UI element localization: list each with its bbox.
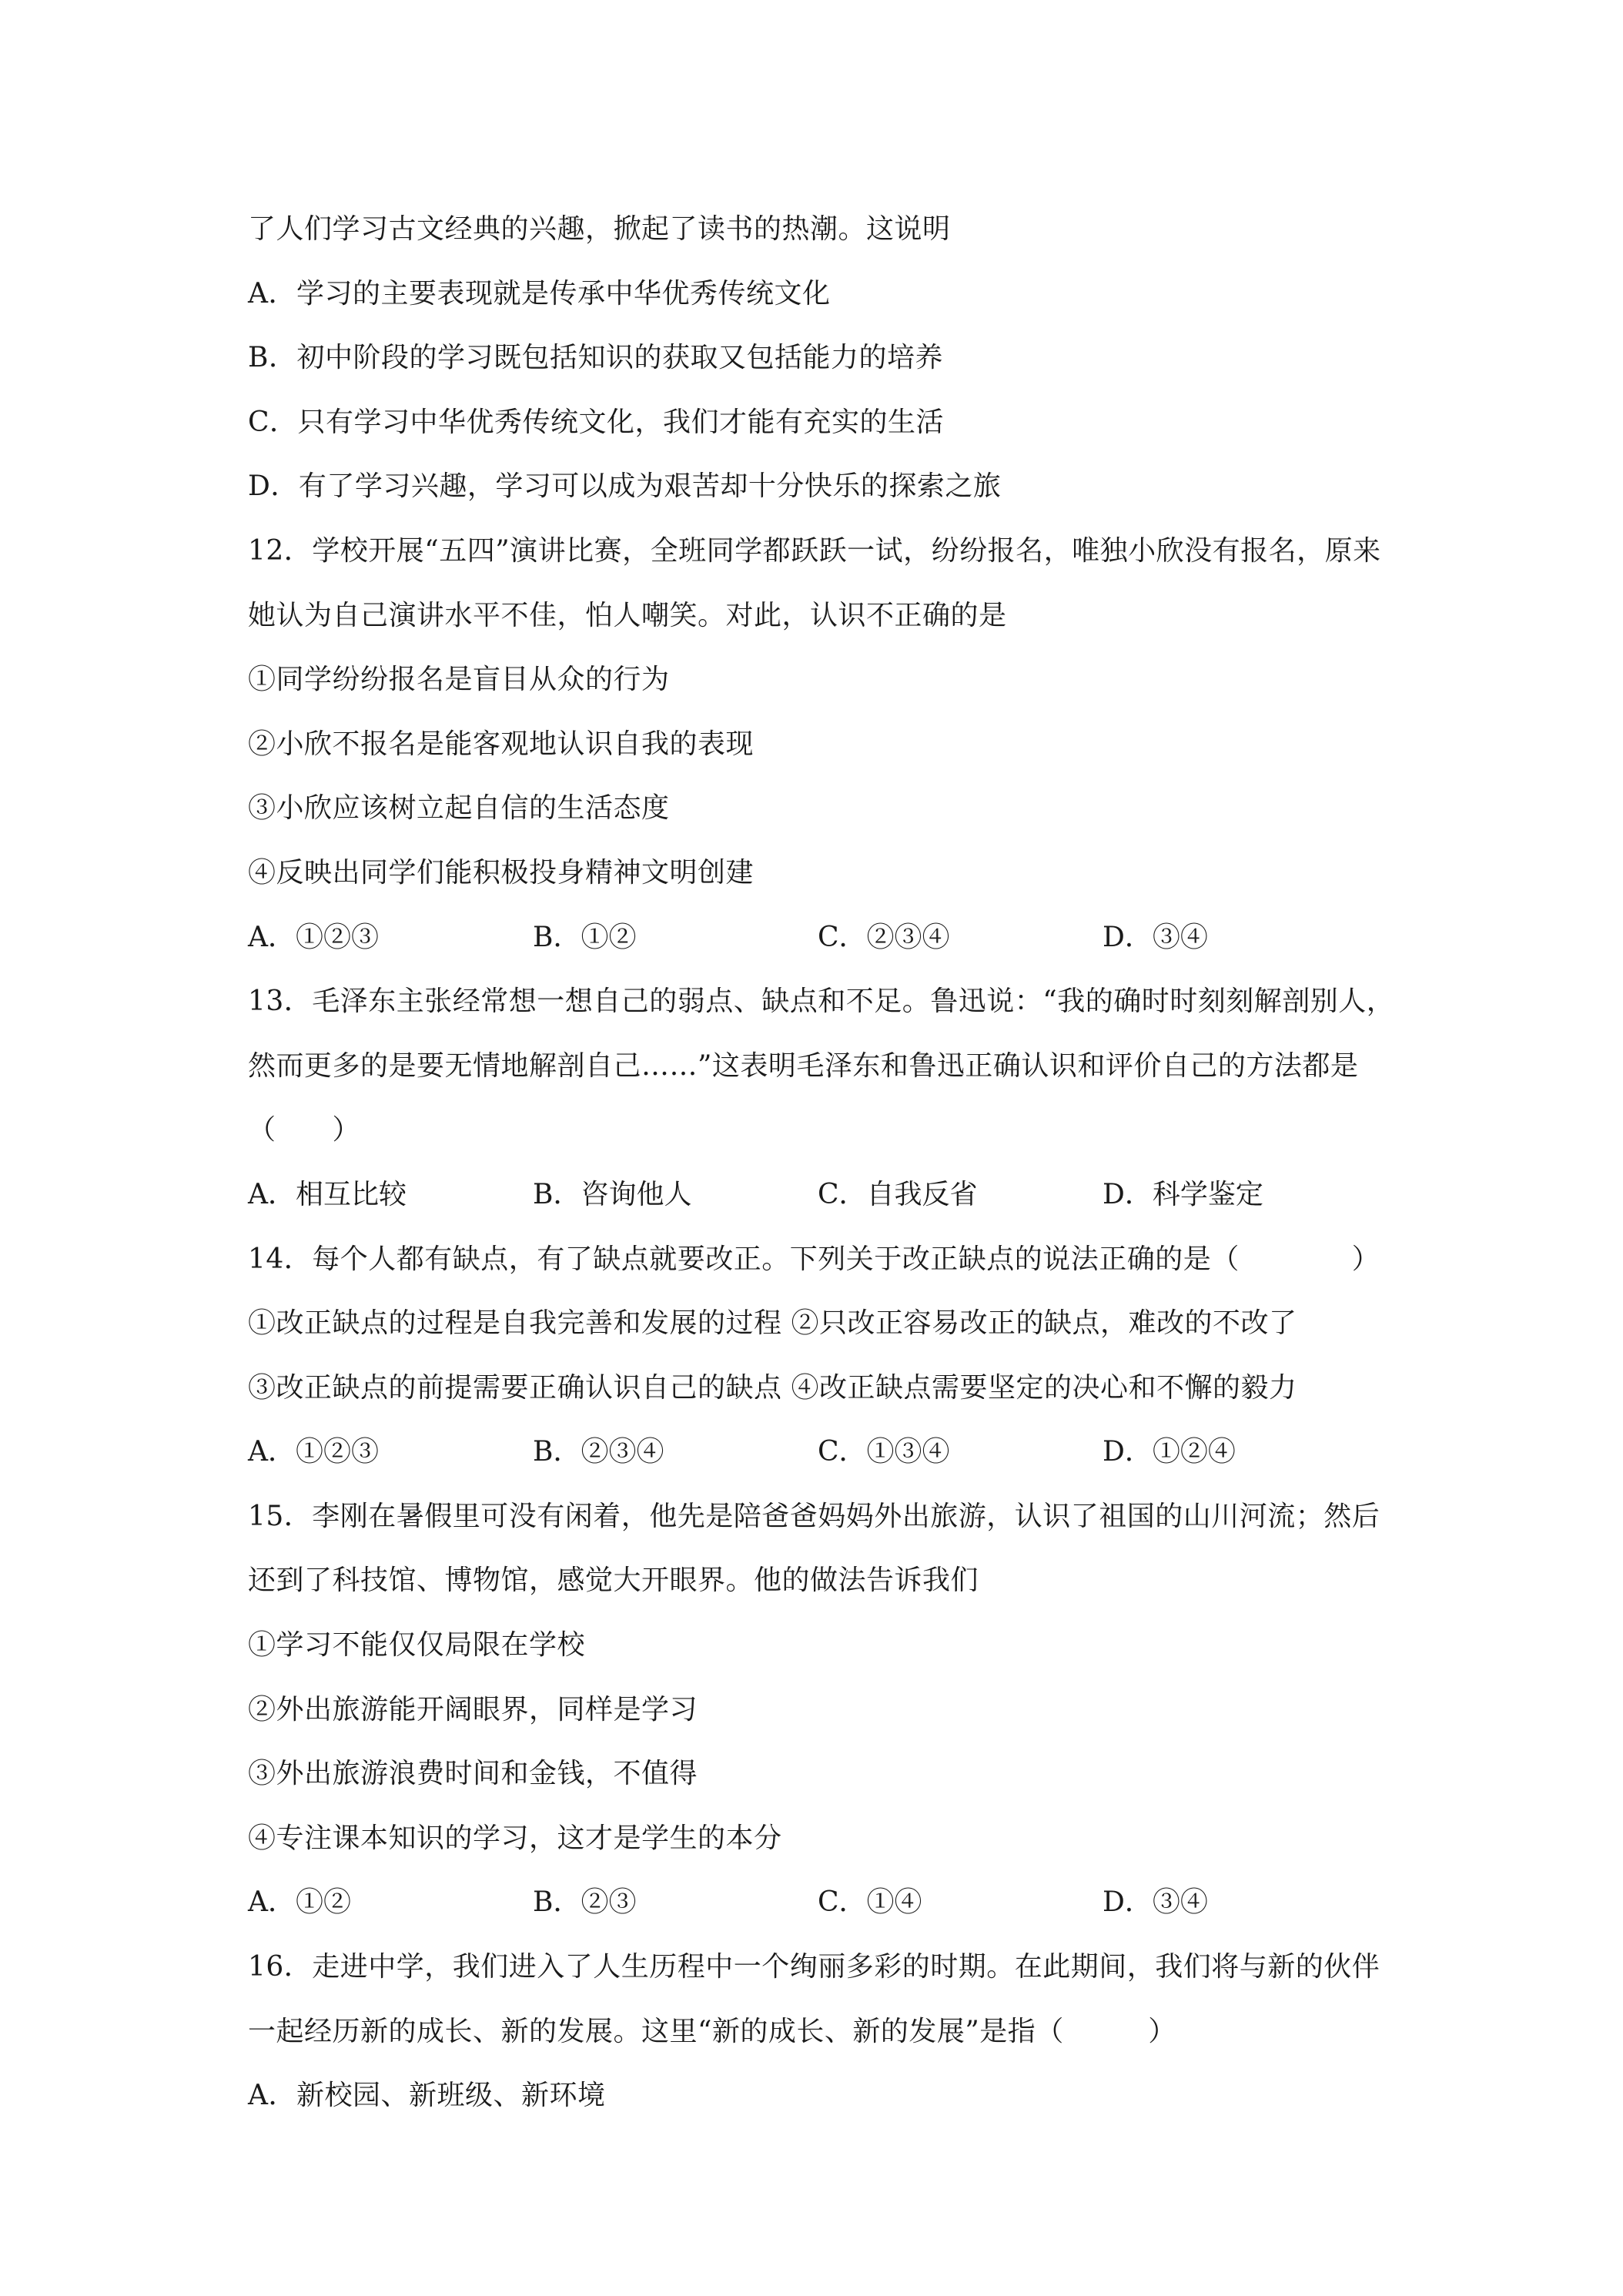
q15-options [248, 1879, 1403, 1944]
q14-option-a: A．①②③ [248, 1436, 379, 1468]
q12-option-b: B．①② [533, 921, 637, 953]
q12-stem-line-2: 她认为自己演讲水平不佳，怕人嘲笑。对此，认识不正确的是 [248, 599, 1007, 631]
q16-stem-line-1: 16．走进中学，我们进入了人生历程中一个绚丽多彩的时期。在此期间，我们将与新的伙伴 [248, 1951, 1380, 1983]
q12-option-a: A．①②③ [248, 921, 379, 953]
q11-option-c: C．只有学习中华优秀传统文化，我们才能有充实的生活 [248, 406, 945, 438]
q15-stem-line-1: 15．李刚在暑假里可没有闲着，他先是陪爸爸妈妈外出旅游，认识了祖国的山川河流；然后 [248, 1500, 1380, 1532]
q12-options [248, 915, 1403, 979]
q12-statement-1: ①同学纷纷报名是盲目从众的行为 [248, 664, 670, 696]
q13-stem-line-1: 13．毛泽东主张经常想一想自己的弱点、缺点和不足。鲁迅说：“我的确时时刻刻解剖别人， [248, 986, 1395, 1018]
q14-statements-3-4: ③改正缺点的前提需要正确认识自己的缺点 ④改正缺点需要坚定的决心和不懈的毅力 [248, 1371, 1297, 1404]
q15-stem-line-2: 还到了科技馆、博物馆，感觉大开眼界。他的做法告诉我们 [248, 1565, 979, 1597]
q13-options [248, 1172, 1403, 1237]
q14-option-b: B．②③④ [533, 1436, 664, 1468]
q13-stem-line-2: 然而更多的是要无情地解剖自己……”这表明毛泽东和鲁迅正确认识和评价自己的方法都是 [248, 1049, 1359, 1082]
q15-statement-4: ④专注课本知识的学习，这才是学生的本分 [248, 1822, 782, 1854]
q11-stem-continuation: 了人们学习古文经典的兴趣，掀起了读书的热潮。这说明 [248, 213, 951, 245]
q15-statement-3: ③外出旅游浪费时间和金钱，不值得 [248, 1758, 698, 1790]
q11-option-a: A．学习的主要表现就是传承中华优秀传统文化 [248, 277, 831, 310]
q15-option-a: A．①② [248, 1886, 351, 1919]
q12-statement-4: ④反映出同学们能积极投身精神文明创建 [248, 856, 755, 889]
q11-option-b: B．初中阶段的学习既包括知识的获取又包括能力的培养 [248, 342, 943, 374]
q13-option-b: B．咨询他人 [533, 1178, 692, 1210]
q15-statement-2: ②外出旅游能开阔眼界，同样是学习 [248, 1693, 698, 1725]
q12-option-c: C．②③④ [818, 921, 950, 953]
q11-option-d: D．有了学习兴趣，学习可以成为艰苦却十分快乐的探索之旅 [248, 470, 1002, 503]
q12-stem-line-1: 12．学校开展“五四”演讲比赛，全班同学都跃跃一试，纷纷报名，唯独小欣没有报名，原来 [248, 534, 1381, 567]
q14-statements-1-2: ①改正缺点的过程是自我完善和发展的过程 ②只改正容易改正的缺点，难改的不改了 [248, 1307, 1297, 1340]
q13-stem-line-3: （ ） [248, 1114, 361, 1146]
exam-page [248, 206, 1403, 2137]
q13-option-d: D．科学鉴定 [1103, 1178, 1263, 1210]
q13-option-a: A．相互比较 [248, 1178, 407, 1210]
q14-option-d: D．①②④ [1103, 1436, 1236, 1468]
q13-option-c: C．自我反省 [818, 1178, 978, 1210]
q15-option-d: D．③④ [1103, 1886, 1208, 1919]
q15-option-c: C．①④ [818, 1886, 922, 1919]
q15-statement-1: ①学习不能仅仅局限在学校 [248, 1629, 586, 1662]
q15-option-b: B．②③ [533, 1886, 637, 1919]
q12-statement-3: ③小欣应该树立起自信的生活态度 [248, 792, 670, 825]
q14-option-c: C．①③④ [818, 1436, 950, 1468]
q14-stem: 14．每个人都有缺点，有了缺点就要改正。下列关于改正缺点的说法正确的是（ ） [248, 1243, 1380, 1275]
q12-statement-2: ②小欣不报名是能客观地认识自我的表现 [248, 728, 755, 760]
q16-option-a: A．新校园、新班级、新环境 [248, 2080, 606, 2112]
q14-options [248, 1429, 1403, 1494]
q12-option-d: D．③④ [1103, 921, 1208, 953]
q16-stem-line-2: 一起经历新的成长、新的发展。这里“新的成长、新的发展”是指（ ） [248, 2015, 1176, 2047]
